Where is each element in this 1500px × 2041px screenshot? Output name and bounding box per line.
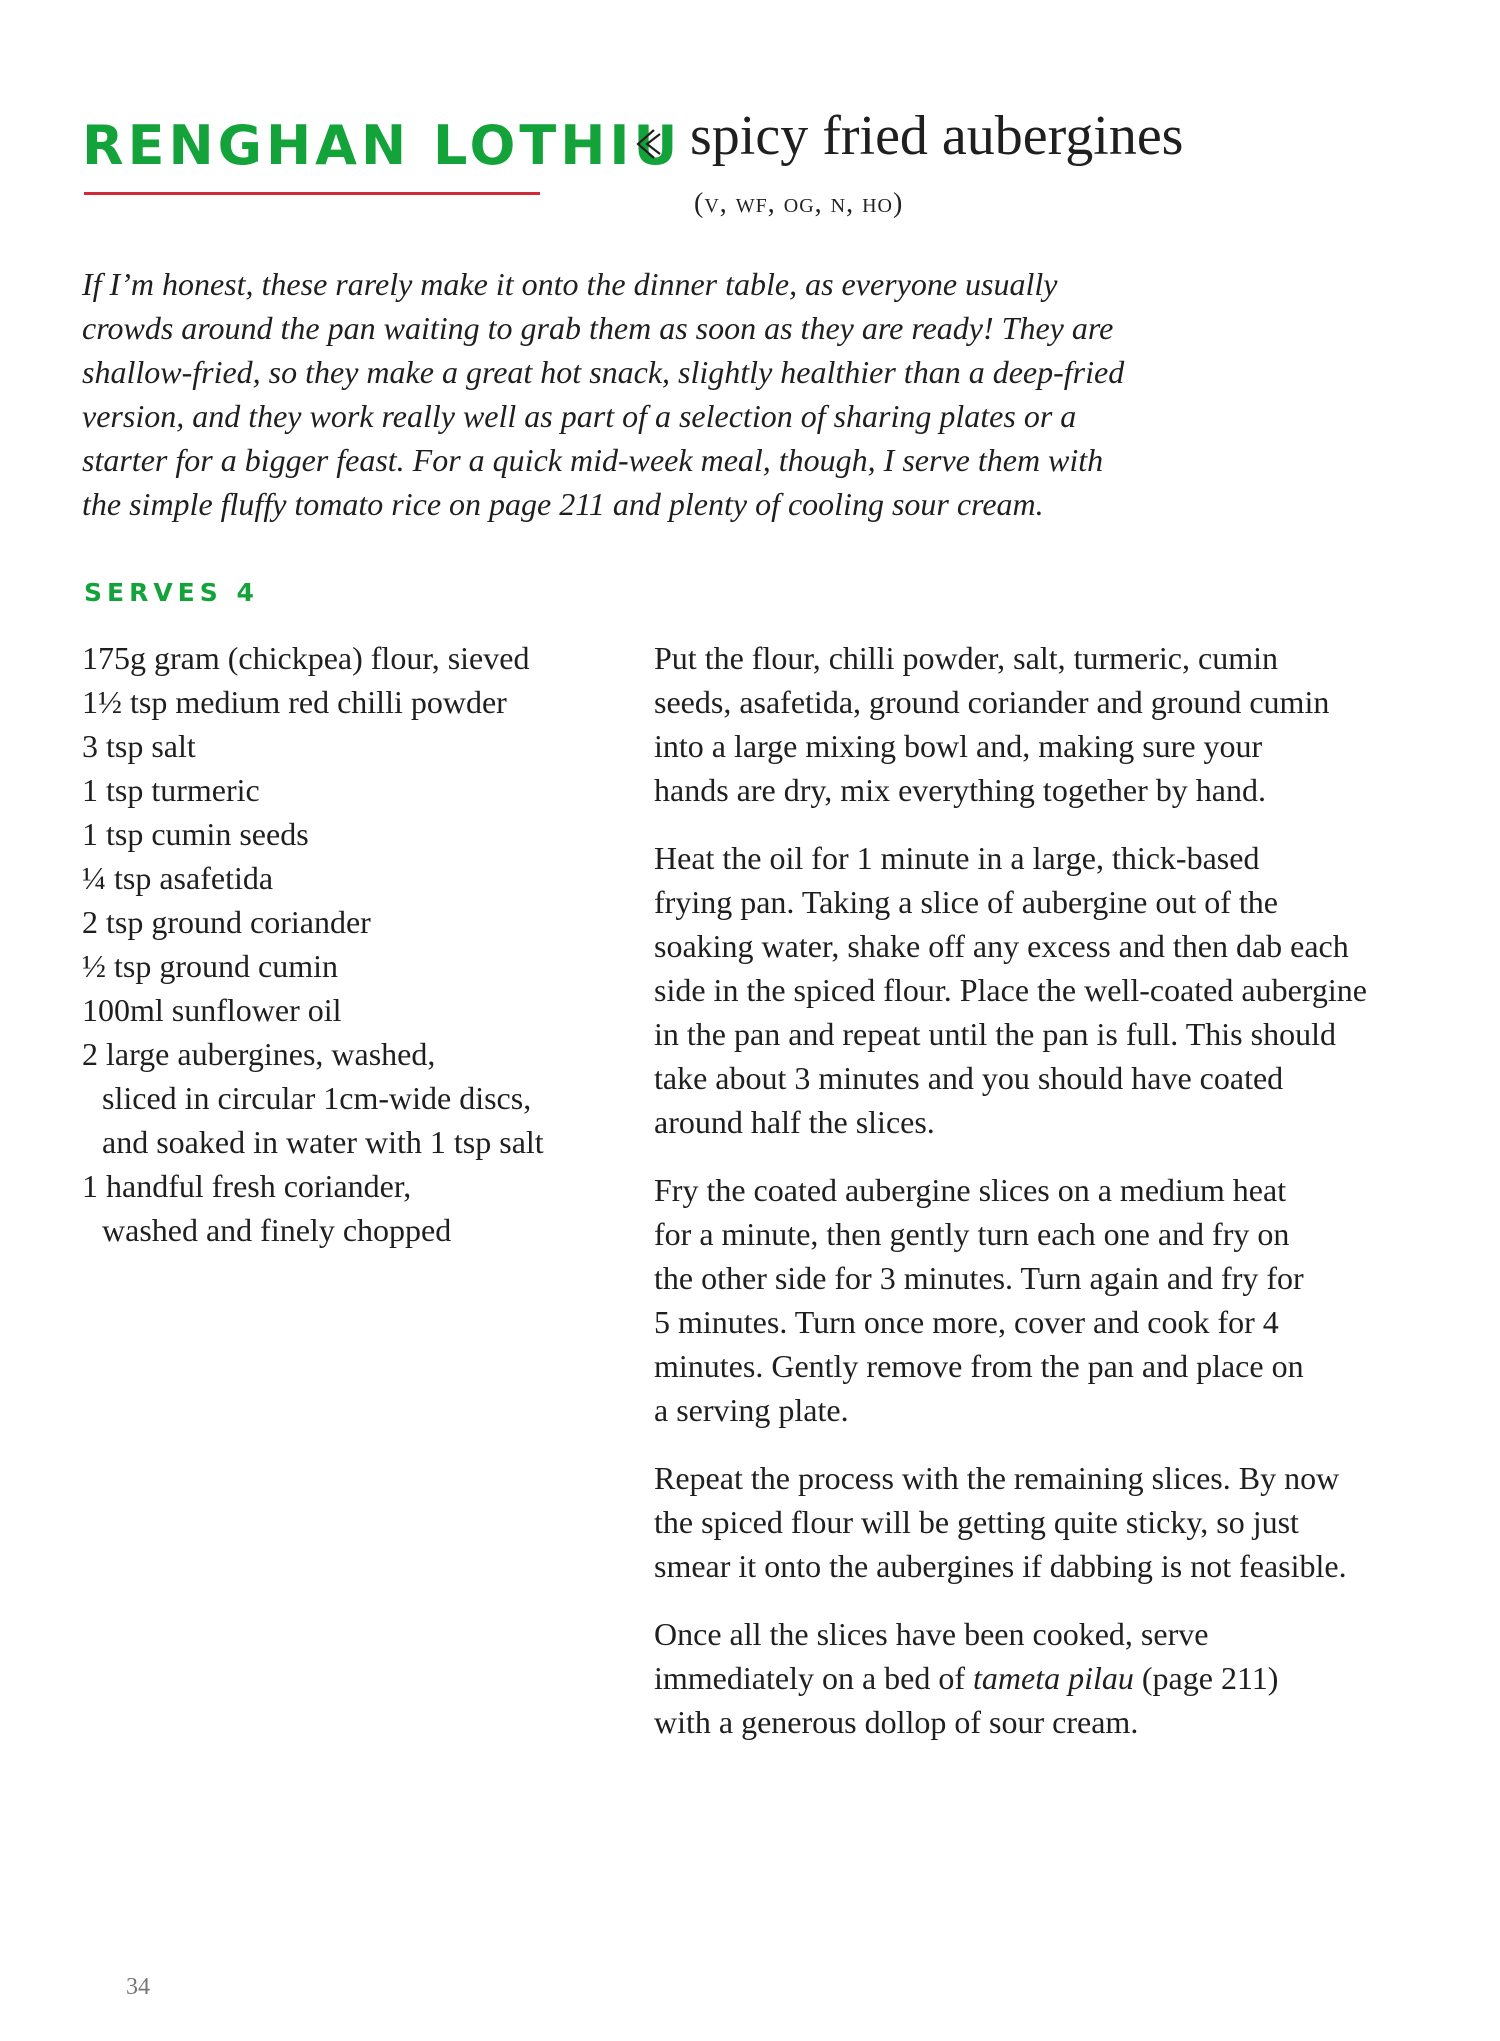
dish-name-emphasis: tameta pilau xyxy=(973,1660,1134,1696)
method-line: a serving plate. xyxy=(654,1392,849,1428)
method-line: the other side for 3 minutes. Turn again and fry for xyxy=(654,1260,1304,1296)
method-line: Once all the slices have been cooked, serve xyxy=(654,1616,1209,1652)
method-line: into a large mixing bowl and, making sure your xyxy=(654,728,1263,764)
method-line: hands are dry, mix everything together by hand. xyxy=(654,772,1266,808)
recipe-title-block xyxy=(82,105,1184,228)
method-step xyxy=(654,1612,1444,1744)
method-line: the spiced flour will be getting quite sticky, so just xyxy=(654,1504,1299,1540)
ingredient-item xyxy=(82,900,642,944)
method-column xyxy=(654,636,1444,1768)
method-line: frying pan. Taking a slice of aubergine out of the xyxy=(654,884,1278,920)
method-step xyxy=(654,636,1444,812)
ingredients-list xyxy=(82,636,642,1252)
ingredient-item xyxy=(82,680,642,724)
ingredient-item xyxy=(82,1032,642,1164)
method-line: 5 minutes. Turn once more, cover and cook for 4 xyxy=(654,1304,1279,1340)
ingredient-line: ½ tsp ground cumin xyxy=(82,948,338,984)
ingredient-item xyxy=(82,1164,642,1252)
ingredient-item xyxy=(82,724,642,768)
ingredient-item xyxy=(82,856,642,900)
method-line: in the pan and repeat until the pan is full. This should xyxy=(654,1016,1336,1052)
method-line: Heat the oil for 1 minute in a large, thick-based xyxy=(654,840,1260,876)
ingredient-item xyxy=(82,768,642,812)
method-line: with a generous dollop of sour cream. xyxy=(654,1704,1139,1740)
method-step xyxy=(654,1456,1444,1588)
method-line: seeds, asafetida, ground coriander and ground cumin xyxy=(654,684,1330,720)
intro-line: starter for a bigger feast. For a quick mid-week meal, though, I serve them with xyxy=(82,442,1104,478)
method-line-segment: (page 211) xyxy=(1133,1660,1279,1696)
method-line: side in the spiced flour. Place the well-coated aubergine xyxy=(654,972,1367,1008)
ingredient-line: 3 tsp salt xyxy=(82,728,196,764)
ingredient-item xyxy=(82,944,642,988)
method-step xyxy=(654,1168,1444,1432)
ingredient-item xyxy=(82,636,642,680)
intro-line: version, and they work really well as part of a selection of sharing plates or a xyxy=(82,398,1077,434)
diet-tags: (v, wf, og, n, ho) xyxy=(694,188,904,219)
intro-paragraph xyxy=(82,262,1312,526)
intro-line: If I’m honest, these rarely make it onto the dinner table, as everyone usually xyxy=(82,266,1058,302)
method-line: for a minute, then gently turn each one and fry on xyxy=(654,1216,1290,1252)
intro-line: shallow-fried, so they make a great hot snack, slightly healthier than a deep-fried xyxy=(82,354,1125,390)
method-line: smear it onto the aubergines if dabbing is not feasible. xyxy=(654,1548,1347,1584)
ingredient-line: ¼ tsp asafetida xyxy=(82,860,274,896)
ingredient-line: washed and finely chopped xyxy=(102,1212,452,1248)
method-line: soaking water, shake off any excess and then dab each xyxy=(654,928,1349,964)
ingredient-line: 1½ tsp medium red chilli powder xyxy=(82,684,507,720)
method-line-segment: immediately on a bed of xyxy=(654,1660,974,1696)
ingredient-line: 2 large aubergines, washed, xyxy=(82,1036,436,1072)
ingredient-line: sliced in circular 1cm-wide discs, xyxy=(102,1080,532,1116)
title-underline xyxy=(84,192,540,195)
recipe-title: RENGHAN LOTHIU xyxy=(82,114,682,177)
serves-heading: SERVES 4 xyxy=(84,578,259,607)
intro-line: the simple fluffy tomato rice on page 211 and plenty of cooling sour cream. xyxy=(82,486,1044,522)
method-line-with-emphasis xyxy=(654,1656,1444,1700)
method-step xyxy=(654,836,1444,1144)
method-line: Fry the coated aubergine slices on a medium heat xyxy=(654,1172,1287,1208)
ingredient-line: and soaked in water with 1 tsp salt xyxy=(102,1124,544,1160)
method-line: minutes. Gently remove from the pan and place on xyxy=(654,1348,1304,1384)
ingredient-item xyxy=(82,988,642,1032)
method-line: Repeat the process with the remaining slices. By now xyxy=(654,1460,1340,1496)
ingredient-line: 175g gram (chickpea) flour, sieved xyxy=(82,640,530,676)
method-line: around half the slices. xyxy=(654,1104,935,1140)
ingredient-line: 1 handful fresh coriander, xyxy=(82,1168,412,1204)
intro-line: crowds around the pan waiting to grab them as soon as they are ready! They are xyxy=(82,310,1114,346)
chevron-left-double-icon xyxy=(630,126,664,162)
ingredient-line: 1 tsp cumin seeds xyxy=(82,816,309,852)
ingredient-line: 2 tsp ground coriander xyxy=(82,904,371,940)
ingredient-line: 100ml sunflower oil xyxy=(82,992,342,1028)
page-number: 34 xyxy=(126,1974,150,2000)
method-line: take about 3 minutes and you should have coated xyxy=(654,1060,1284,1096)
ingredient-line: 1 tsp turmeric xyxy=(82,772,260,808)
method-line: Put the flour, chilli powder, salt, turmeric, cumin xyxy=(654,640,1278,676)
ingredient-item xyxy=(82,812,642,856)
recipe-subtitle: spicy fried aubergines xyxy=(690,105,1184,167)
